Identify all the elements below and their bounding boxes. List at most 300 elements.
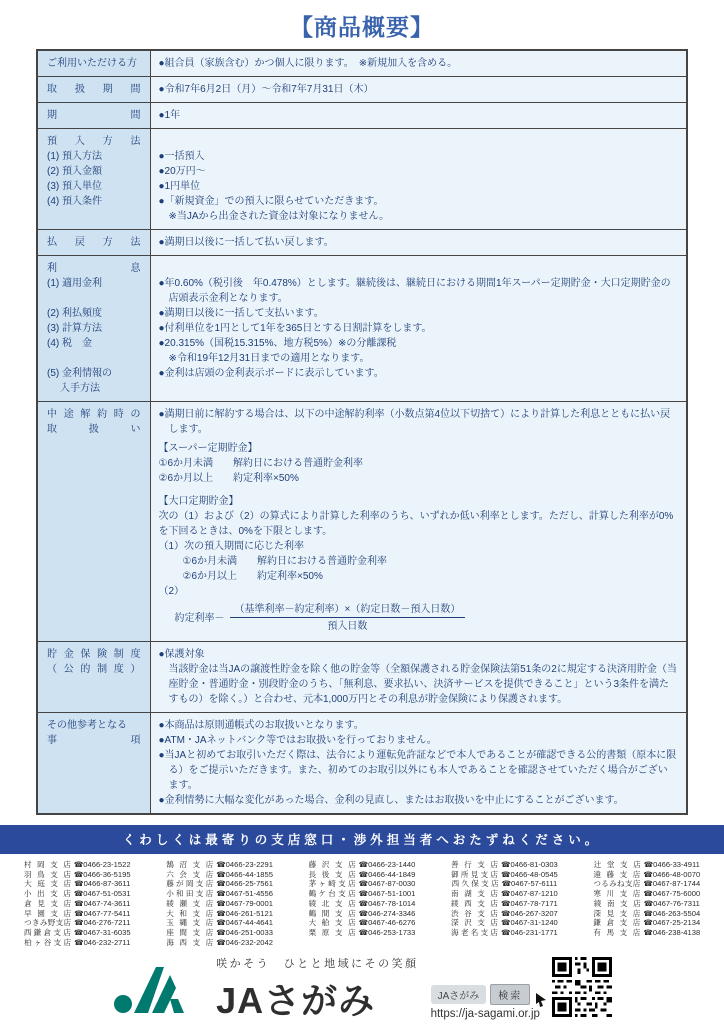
formula-denominator: 預入日数 — [327, 621, 368, 632]
phone-number: 046-232-2042 — [225, 937, 273, 947]
bullet-line: ●金利情勢に大幅な変化があった場合、金利の見直し、またはお取扱いを中止にすることがございます。 — [158, 795, 624, 806]
branch-phone — [501, 928, 558, 938]
branch-entry — [8, 870, 146, 880]
branch-entry — [435, 909, 573, 919]
row-label-line: (4) 税 金 — [47, 338, 92, 349]
row-label — [37, 129, 150, 230]
phone-number: 0467-44-4641 — [225, 918, 273, 928]
branch-name: 鶴ケ台支店 — [308, 889, 356, 899]
row-label-line: 払戻方法 — [47, 237, 141, 248]
branch-name: 早園支店 — [24, 908, 72, 918]
branch-name: 南湖支店 — [451, 889, 498, 899]
phone-number: 0467-87-0030 — [368, 879, 416, 889]
branch-phone — [74, 879, 130, 889]
bullet-line: ●ATM・JAネットバンク等ではお取扱いを行っておりません。 — [158, 735, 437, 746]
row-label-line: 取扱期間 — [47, 84, 141, 95]
phone-icon: ☎ — [643, 918, 653, 928]
phone-number: 0467-87-1210 — [510, 889, 558, 899]
branch-name: 綾西支店 — [451, 898, 498, 908]
content-line: （2） — [158, 586, 185, 597]
formula-numerator: （基準利率－約定利率）×（約定日数－預入日数） — [230, 604, 466, 618]
branch-name: 西久保支店 — [451, 879, 499, 889]
phone-icon: ☎ — [501, 908, 511, 918]
phone-number: 0466-33-4911 — [653, 860, 700, 869]
formula-fraction — [230, 602, 466, 634]
branch-phone — [74, 918, 130, 928]
phone-icon: ☎ — [74, 908, 84, 918]
phone-number: 0467-78-7171 — [510, 898, 558, 908]
branch-entry — [150, 928, 288, 938]
phone-icon: ☎ — [74, 879, 84, 889]
branch-name: 遠藤支店 — [593, 869, 641, 879]
phone-number: 0467-77-5411 — [83, 908, 131, 918]
branch-entry — [293, 860, 431, 870]
row-content — [150, 103, 687, 129]
branch-phone — [359, 870, 416, 880]
phone-icon: ☎ — [643, 879, 653, 889]
branch-phone — [216, 870, 273, 880]
branch-phone — [643, 918, 700, 928]
bullet-line: ●金利は店頭の金利表示ボードに表示しています。 — [158, 368, 384, 379]
phone-number: 0467-78-1014 — [368, 898, 416, 908]
branch-phone — [643, 909, 700, 919]
search-mock — [431, 984, 540, 1005]
content-line: 当該貯金は当JAの譲渡性貯金を除く他の貯金等（全額保護される貯金保険法第51条の2に規定する決済用貯金（当座貯金・普通貯金・別段貯金のうち、「無利息、要求払い、決済サービスを提供できること」という3条件を満たすもの）を除く。）と合わせ、元本1,000万円とその利息が貯金保険により保護されます。 — [168, 664, 677, 705]
row-label — [37, 50, 150, 77]
branch-phone — [74, 889, 131, 899]
branch-entry — [150, 918, 288, 928]
midterm-rate-formula — [159, 602, 678, 634]
branch-entry — [435, 879, 573, 889]
row-label-line: (1) 適用金利 — [47, 278, 102, 289]
branch-name: 有馬支店 — [593, 927, 641, 937]
phone-number: 0466-87-3611 — [83, 879, 131, 889]
phone-icon: ☎ — [73, 889, 84, 899]
phone-icon: ☎ — [501, 889, 511, 899]
content-line — [159, 134, 678, 149]
branch-phone — [644, 860, 700, 870]
branch-name: 海老名支店 — [451, 927, 498, 937]
formula-left: 約定利率－ — [174, 612, 225, 624]
branch-entry — [150, 870, 288, 880]
branch-entry — [293, 918, 431, 928]
row-label — [37, 256, 150, 402]
content-line: ①6か月未満 解約日における普通貯金利率 — [182, 556, 388, 567]
bullet-line: ●付利単位を1円として1年を365日とする日割計算をします。 — [158, 323, 432, 334]
phone-icon: ☎ — [358, 898, 369, 908]
content-line: 【スーパー定期貯金】 — [158, 443, 258, 454]
branch-phone — [502, 879, 558, 889]
branch-phone — [643, 889, 700, 899]
branch-entry — [8, 889, 146, 899]
phone-icon: ☎ — [216, 860, 226, 869]
row-label-line: 事項 — [47, 735, 141, 746]
branch-phone — [216, 928, 273, 938]
phone-number: 0466-48-0070 — [652, 869, 701, 879]
branch-entry — [8, 899, 146, 909]
bullet-line: ●満期日以後に一括して支払います。 — [158, 308, 324, 319]
branch-phone — [74, 899, 130, 909]
phone-icon: ☎ — [501, 869, 511, 879]
branch-phone — [74, 870, 131, 880]
branch-entry — [578, 899, 716, 909]
branch-phone — [216, 899, 273, 909]
row-label-line: (2) 預入金額 — [47, 166, 102, 177]
phone-number: 0467-46-6276 — [368, 918, 416, 928]
branch-phone — [74, 860, 131, 870]
branch-entry — [435, 889, 573, 899]
branch-entry — [293, 870, 431, 880]
branch-phone — [644, 899, 700, 909]
branch-phone — [216, 879, 273, 889]
branch-phone — [216, 889, 273, 899]
phone-number: 0466-23-2291 — [225, 860, 273, 869]
phone-icon: ☎ — [358, 869, 369, 879]
content-line: ①6か月未満 解約日における普通貯金利率 — [158, 458, 364, 469]
phone-number: 046-238-4138 — [652, 927, 701, 937]
row-label-line: (2) 利払頻度 — [47, 308, 102, 319]
phone-icon: ☎ — [643, 927, 653, 937]
web-block — [431, 984, 540, 1024]
branch-phone — [501, 889, 558, 899]
table-row — [37, 256, 687, 402]
brand-name: JAさがみ — [216, 980, 376, 1022]
branch-name: 深沢支店 — [451, 918, 498, 928]
branch-name: つるみね支店 — [593, 879, 641, 889]
branch-name: 西鎌倉支店 — [23, 927, 71, 937]
phone-number: 0466-23-1522 — [83, 860, 131, 869]
row-content — [150, 50, 687, 77]
branch-entry — [293, 879, 431, 889]
phone-number: 0467-51-4556 — [225, 889, 273, 899]
row-label-line: 利息 — [47, 263, 141, 274]
phone-icon: ☎ — [358, 879, 369, 889]
branch-name: 柏ヶ谷支店 — [24, 937, 72, 947]
table-row — [37, 77, 687, 103]
branch-phone — [501, 870, 558, 880]
brand-block — [216, 955, 419, 1024]
row-label-line — [47, 351, 141, 366]
row-label-line: 期間 — [47, 110, 141, 121]
branch-entry — [293, 928, 431, 938]
row-content — [150, 129, 687, 230]
table-row — [37, 642, 687, 713]
phone-number: 0467-76-7311 — [653, 898, 700, 908]
branch-phone — [216, 860, 273, 870]
branch-name: 渋谷支店 — [451, 908, 498, 918]
row-label-line: 入手方法 — [60, 383, 100, 394]
branch-entry — [435, 928, 573, 938]
bullet-line: ●20.315%（国税15.315%、地方税5%）※の分離課税 — [158, 338, 397, 349]
phone-icon: ☎ — [73, 927, 84, 937]
branch-entry — [150, 938, 288, 948]
phone-number: 0467-87-1744 — [652, 879, 701, 889]
branch-entry — [293, 889, 431, 899]
branch-entry — [435, 870, 573, 880]
phone-icon: ☎ — [501, 898, 511, 908]
branch-phone — [501, 899, 558, 909]
phone-icon: ☎ — [216, 927, 226, 937]
branch-name: 深見支店 — [593, 908, 641, 918]
phone-icon: ☎ — [643, 898, 654, 908]
branch-name: 藤沢支店 — [308, 860, 356, 869]
phone-icon: ☎ — [643, 860, 654, 869]
branch-name: 玉縄支店 — [166, 918, 214, 928]
row-content — [150, 642, 687, 713]
bullet-line: ●20万円～ — [158, 166, 206, 177]
branch-phone — [359, 918, 416, 928]
row-label — [37, 402, 150, 642]
bullet-line: ●令和7年6月2日（月）～令和7年7月31日（木） — [158, 84, 374, 95]
branch-name: 座間支店 — [166, 927, 214, 937]
branch-entry — [8, 918, 146, 928]
bullet-line: ●1円単位 — [158, 181, 201, 192]
branch-entry — [150, 909, 288, 919]
phone-number: 046-276-7211 — [83, 918, 131, 928]
branch-name: 綾北支店 — [308, 898, 356, 908]
branch-entry — [8, 909, 146, 919]
branch-entry — [578, 879, 716, 889]
phone-number: 046-231-1771 — [510, 927, 558, 937]
phone-icon: ☎ — [358, 860, 369, 869]
branch-phone — [216, 938, 273, 948]
phone-icon: ☎ — [216, 937, 226, 947]
branch-entry — [8, 879, 146, 889]
branch-phone — [643, 879, 700, 889]
bullet-line: ●当JAと初めてお取引いただく際は、法令により運転免許証などで本人であることが確認できる公的書類（原本に限る）をご提示いただきます。また、初めてのお取引以外にも本人であることを確認させていただく場合がございます。 — [158, 750, 677, 791]
branch-phone — [359, 889, 416, 899]
branch-entry — [293, 899, 431, 909]
branch-phone — [501, 909, 558, 919]
phone-icon: ☎ — [216, 889, 226, 899]
content-line: ※令和19年12月31日までの適用となります。 — [168, 353, 370, 364]
bullet-line: ●年0.60%（税引後 年0.478%）とします。継続後は、継続日における期間1年スーパー定期貯金・大口定期貯金の店頭表示金利となります。 — [158, 278, 671, 304]
branch-name: 小和田支店 — [166, 889, 214, 899]
branch-phone — [359, 879, 416, 889]
row-label-line: (3) 預入単位 — [47, 181, 102, 192]
content-line: （1）次の預入期間に応じた利率 — [158, 541, 305, 552]
branch-entry — [8, 938, 146, 948]
search-query: JAさがみ — [431, 985, 487, 1004]
content-line: ②6か月以上 約定利率×50% — [182, 571, 323, 582]
branch-entry — [150, 889, 288, 899]
ja-logo — [112, 959, 204, 1020]
branch-name: 小出支店 — [23, 889, 71, 899]
content-line: 【大口定期貯金】 — [158, 496, 239, 507]
table-row — [37, 129, 687, 230]
row-label — [37, 713, 150, 815]
table-row — [37, 103, 687, 129]
phone-number: 0466-23-1440 — [368, 860, 416, 869]
branch-entry — [293, 909, 431, 919]
phone-number: 046-232-2711 — [83, 937, 131, 947]
row-content — [150, 230, 687, 256]
row-content — [150, 77, 687, 103]
branch-name: 長後支店 — [308, 869, 356, 879]
phone-number: 0466-36-5195 — [83, 869, 131, 879]
phone-icon: ☎ — [358, 927, 369, 937]
branch-phone — [359, 860, 416, 870]
table-row — [37, 713, 687, 815]
branch-name: 綾南支店 — [593, 898, 641, 908]
branch-name: 綾瀬支店 — [166, 898, 214, 908]
branch-name: 大庭支店 — [24, 879, 72, 889]
phone-icon: ☎ — [73, 860, 84, 869]
slogan: 咲かそう ひとと地域にその笑顔 — [216, 958, 419, 971]
branch-name: 御所見支店 — [451, 869, 498, 879]
phone-number: 0466-44-1855 — [225, 869, 273, 879]
row-label-line: (4) 預入条件 — [47, 196, 102, 207]
branch-entry — [435, 918, 573, 928]
branch-name: 倉見支店 — [24, 898, 72, 908]
branch-name: 藤が岡支店 — [166, 879, 214, 889]
phone-icon: ☎ — [358, 908, 369, 918]
row-label — [37, 103, 150, 129]
phone-number: 046-261-5121 — [225, 908, 273, 918]
phone-icon: ☎ — [216, 908, 226, 918]
phone-number: 0466-48-0545 — [510, 869, 558, 879]
row-content — [150, 256, 687, 402]
phone-number: 046-251-0033 — [225, 927, 273, 937]
product-overview-page — [0, 9, 724, 1024]
row-label-line: (1) 預入方法 — [47, 151, 102, 162]
branch-entry — [150, 860, 288, 870]
branch-entry — [578, 909, 716, 919]
branch-name: 村岡支店 — [23, 860, 71, 869]
phone-icon: ☎ — [74, 898, 84, 908]
phone-icon: ☎ — [643, 889, 653, 899]
phone-icon: ☎ — [501, 927, 511, 937]
phone-number: 0467-31-1240 — [510, 918, 558, 928]
row-label-line: ご利用いただける方 — [47, 58, 137, 69]
branch-name: 鶴間支店 — [308, 908, 356, 918]
content-line: ※当JAから出金された資金は対象になりません。 — [168, 211, 390, 222]
branch-name: 善行支店 — [451, 860, 498, 869]
bullet-line: ●「新規資金」での預入に限らせていただきます。 — [158, 196, 384, 207]
row-label — [37, 642, 150, 713]
phone-icon: ☎ — [73, 869, 84, 879]
branch-name: 大船支店 — [308, 918, 356, 928]
branch-phone — [216, 918, 273, 928]
branch-entry — [8, 860, 146, 870]
row-content — [150, 402, 687, 642]
branch-phone — [216, 909, 273, 919]
row-label-line: 貯金保険制度 — [47, 649, 141, 660]
branch-phone — [74, 938, 130, 948]
phone-number: 0467-57-6111 — [511, 879, 558, 889]
branch-entry — [435, 860, 573, 870]
content-line: ②6か月以上 約定利率×50% — [158, 473, 299, 484]
branch-name: 寒川支店 — [593, 889, 641, 899]
branch-phone — [643, 928, 700, 938]
phone-icon: ☎ — [358, 918, 369, 928]
phone-icon: ☎ — [216, 918, 226, 928]
branch-name: 大和支店 — [166, 908, 214, 918]
branch-name: 鎌倉支店 — [593, 918, 641, 928]
branch-phone — [74, 928, 131, 938]
branch-name: つきみ野支店 — [24, 918, 72, 928]
row-label-line: (5) 金利情報の — [47, 368, 112, 379]
phone-number: 0467-75-6000 — [652, 889, 701, 899]
phone-icon: ☎ — [643, 908, 653, 918]
branch-phone — [643, 870, 700, 880]
footer — [0, 955, 724, 1024]
branch-directory — [8, 860, 716, 947]
row-label-line: (3) 計算方法 — [47, 323, 102, 334]
phone-number: 046-274-3346 — [368, 908, 416, 918]
branch-phone — [359, 909, 416, 919]
phone-number: 0466-44-1849 — [368, 869, 416, 879]
phone-icon: ☎ — [216, 879, 226, 889]
row-label — [37, 230, 150, 256]
phone-number: 0467-25-2134 — [652, 918, 701, 928]
branch-entry — [578, 889, 716, 899]
bullet-line: ●満期日前に解約する場合は、以下の中途解約利率（小数点第4位以下切捨て）により計算した利息とともに払い戻します。 — [158, 409, 671, 435]
branch-name: 茅ヶ崎支店 — [308, 879, 356, 889]
branch-phone — [359, 928, 416, 938]
phone-number: 0466-81-0303 — [510, 860, 558, 869]
bullet-line: ●一括預入 — [158, 151, 205, 162]
row-label-line: その他参考となる — [47, 720, 127, 731]
phone-number: 0467-79-0001 — [225, 898, 273, 908]
table-row — [37, 230, 687, 256]
phone-icon: ☎ — [501, 918, 511, 928]
row-label-line: （公的制度） — [47, 664, 141, 675]
row-label-line: 取扱い — [47, 424, 141, 435]
table-row — [37, 402, 687, 642]
branch-name: 羽鳥支店 — [23, 869, 71, 879]
branch-phone — [501, 918, 558, 928]
phone-icon: ☎ — [74, 937, 84, 947]
phone-icon: ☎ — [216, 869, 226, 879]
bullet-line: ●満期日以後に一括して払い戻します。 — [158, 237, 334, 248]
branch-name: 六会支店 — [166, 869, 214, 879]
branch-entry — [578, 918, 716, 928]
branch-entry — [435, 899, 573, 909]
phone-icon: ☎ — [74, 918, 84, 928]
phone-number: 0467-51-1001 — [368, 889, 416, 899]
row-content — [150, 713, 687, 815]
branch-entry — [578, 860, 716, 870]
branch-name: 辻堂支店 — [593, 860, 641, 869]
bullet-line: ●1年 — [158, 110, 181, 121]
phone-number: 0466-25-7561 — [225, 879, 273, 889]
branch-name: 海西支店 — [166, 937, 214, 947]
branch-phone — [359, 899, 416, 909]
branch-name: 栗原支店 — [308, 927, 356, 937]
table-row — [37, 50, 687, 77]
product-summary-table — [36, 49, 688, 815]
branch-name: 鵠沼支店 — [166, 860, 214, 869]
bullet-line: ●保護対象 — [158, 649, 205, 660]
phone-icon: ☎ — [501, 860, 511, 869]
website-url: https://ja-sagami.or.jp — [430, 1008, 540, 1021]
phone-number: 0467-31-6035 — [83, 927, 131, 937]
branch-phone — [74, 909, 130, 919]
phone-number: 0467-74-3611 — [83, 898, 131, 908]
row-label-line: 中途解約時の — [47, 409, 141, 420]
branch-entry — [578, 928, 716, 938]
content-line — [159, 261, 678, 276]
branch-entry — [8, 928, 146, 938]
branch-entry — [578, 870, 716, 880]
content-line: 次の（1）および（2）の算式により計算した利率のうち、いずれか低い利率とします。ただし、計算した利率が0%を下回るときは、0%を下限とします。 — [158, 511, 674, 537]
branch-phone — [501, 860, 558, 870]
branch-entry — [150, 879, 288, 889]
phone-number: 046-263-5504 — [652, 908, 701, 918]
phone-icon: ☎ — [643, 869, 653, 879]
search-button: 検索 — [490, 984, 530, 1005]
